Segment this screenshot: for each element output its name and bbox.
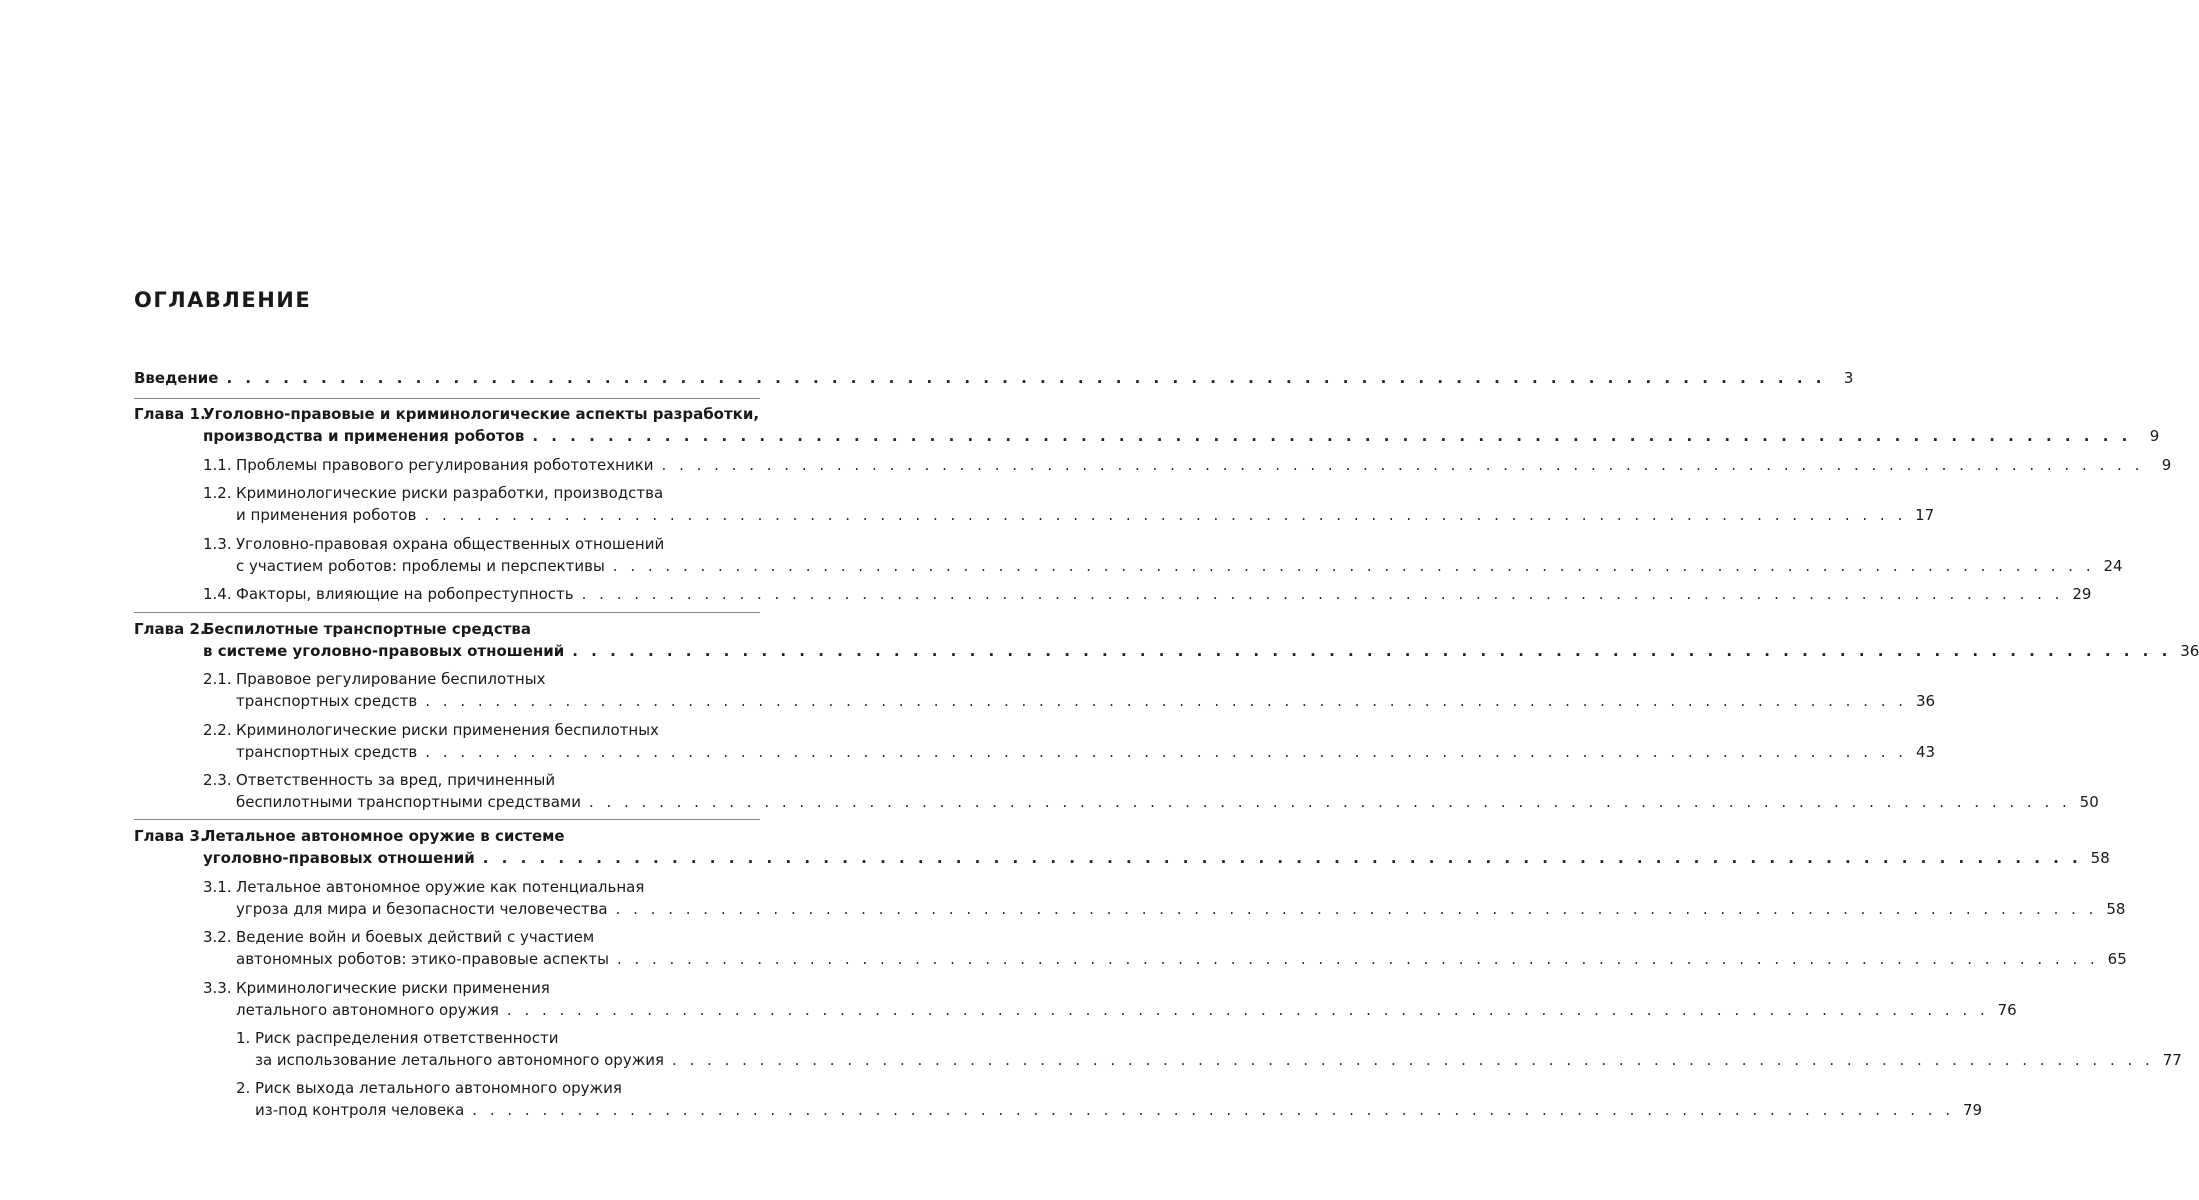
section-number: 2.3. bbox=[203, 771, 232, 789]
dot-leader: . . . . . . . . . . . . . . . . . . . . . . . . . . . . . . . . . . . . . . . . . . . . . . . . . . . . . . . . . . . . . . . . . . . . . . . . . . . . . . . . . . . . . bbox=[671, 1051, 2154, 1069]
page-number: 3 bbox=[1843, 369, 1854, 387]
chapter-title-line1: Летальное автономное оружие в системе bbox=[203, 827, 565, 845]
page-number: 36 bbox=[1915, 692, 1936, 710]
section-title-line2: беспилотными транспортными средствами bbox=[236, 793, 581, 811]
page-number: 9 bbox=[2149, 427, 2160, 445]
section-number: 2.1. bbox=[203, 670, 232, 688]
dot-leader: . . . . . . . . . . . . . . . . . . . . . . . . . . . . . . . . . . . . . . . . . . . . . . . . . . . . . . . . . . . . . . . . . . . . . . . . . . . . . . . . . . . . . bbox=[506, 1001, 1989, 1019]
subsection-title-line1: Риск выхода летального автономного оружия bbox=[255, 1079, 622, 1097]
page-number: 50 bbox=[2079, 793, 2099, 811]
page-title: ОГЛАВЛЕНИЕ bbox=[134, 288, 312, 312]
section-number: 3.3. bbox=[203, 979, 232, 997]
page-number: 77 bbox=[2162, 1051, 2182, 1069]
section-number: 1.1. bbox=[203, 456, 232, 474]
page-number: 43 bbox=[1915, 743, 1936, 761]
subsection-title-line2: из-под контроля человека bbox=[255, 1101, 465, 1119]
page-number: 76 bbox=[1997, 1001, 2017, 1019]
chapter-title-line2: производства и применения роботов bbox=[203, 427, 525, 445]
section-title-line1: Криминологические риски разработки, производства bbox=[236, 484, 664, 502]
page-number: 24 bbox=[2103, 557, 2123, 575]
section-title-line2: транспортных средств bbox=[236, 743, 418, 761]
dot-leader: . . . . . . . . . . . . . . . . . . . . . . . . . . . . . . . . . . . . . . . . . . . . . . . . . . . . . . . . . . . . . . . . . . . . . . . . . . . . . . . . . . . . . bbox=[612, 557, 2095, 575]
dot-leader: . . . . . . . . . . . . . . . . . . . . . . . . . . . . . . . . . . . . . . . . . . . . . . . . . . . . . . . . . . . . . . . . . . . . . . . . . . . . . . . . . . . . . bbox=[425, 743, 1908, 761]
section-title-line2: летального автономного оружия bbox=[236, 1001, 499, 1019]
entry-title: Введение bbox=[134, 369, 219, 387]
dot-leader: . . . . . . . . . . . . . . . . . . . . . . . . . . . . . . . . . . . . . . . . . . . . . . . . . . . . . . . . . . . . . . . . . . . . . . . . . . . . . . . . . . . . . bbox=[424, 506, 1907, 524]
dot-leader: . . . . . . . . . . . . . . . . . . . . . . . . . . . . . . . . . . . . . . . . . . . . . . . . . . . . . . . . . . . . . . . . . . . . . . . . . . . . . . . . . . . . . bbox=[572, 642, 2172, 660]
chapter-title-line2: в системе уголовно-правовых отношений bbox=[203, 642, 565, 660]
page-number: 65 bbox=[2107, 950, 2127, 968]
chapter-label: Глава 3. bbox=[134, 827, 206, 845]
dot-leader: . . . . . . . . . . . . . . . . . . . . . . . . . . . . . . . . . . . . . . . . . . . . . . . . . . . . . . . . . . . . . . . . . . . . . . . . . . . . . . . . . . . . . bbox=[588, 793, 2071, 811]
section-number: 1.4. bbox=[203, 585, 232, 603]
subsection-title-line1: Риск распределения ответственности bbox=[255, 1029, 559, 1047]
chapter-label: Глава 1. bbox=[134, 405, 206, 423]
page-number: 58 bbox=[2106, 900, 2126, 918]
dot-leader: . . . . . . . . . . . . . . . . . . . . . . . . . . . . . . . . . . . . . . . . . . . . . . . . . . . . . . . . . . . . . . . . . . . . . . . . . . . . . . . . . . . . . bbox=[615, 900, 2098, 918]
page-number: 9 bbox=[2161, 456, 2172, 474]
dot-leader: . . . . . . . . . . . . . . . . . . . . . . . . . . . . . . . . . . . . . . . . . . . . . . . . . . . . . . . . . . . . . . . . . . . . . . . . . . . . . . . . . . . . . bbox=[581, 585, 2064, 603]
section-title-line2: автономных роботов: этико-правовые аспекты bbox=[236, 950, 609, 968]
divider bbox=[134, 819, 760, 820]
section-title-line1: Правовое регулирование беспилотных bbox=[236, 670, 546, 688]
subsection-title-line2: за использование летального автономного оружия bbox=[255, 1051, 664, 1069]
page-number: 29 bbox=[2072, 585, 2092, 603]
dot-leader: . . . . . . . . . . . . . . . . . . . . . . . . . . . . . . . . . . . . . . . . . . . . . . . . . . . . . . . . . . . . . . . . . . . . . . . . . . . . . . . . . . . . . bbox=[616, 950, 2099, 968]
dot-leader: . . . . . . . . . . . . . . . . . . . . . . . . . . . . . . . . . . . . . . . . . . . . . . . . . . . . . . . . . . . . . . . . . . . . . . . . . . . . . . . . . . . . . bbox=[532, 427, 2132, 445]
section-title-line2: и применения роботов bbox=[236, 506, 417, 524]
dot-leader: . . . . . . . . . . . . . . . . . . . . . . . . . . . . . . . . . . . . . . . . . . . . . . . . . . . . . . . . . . . . . . . . . . . . . . . . . . . . . . . . . . . . . bbox=[482, 849, 2082, 867]
page-number: 79 bbox=[1963, 1101, 1983, 1119]
section-title-line1: Криминологические риски применения bbox=[236, 979, 550, 997]
subsection-number: 2. bbox=[236, 1079, 251, 1097]
chapter-label: Глава 2. bbox=[134, 620, 206, 638]
section-title-line1: Проблемы правового регулирования робототехники bbox=[236, 456, 654, 474]
dot-leader: . . . . . . . . . . . . . . . . . . . . . . . . . . . . . . . . . . . . . . . . . . . . . . . . . . . . . . . . . . . . . . . . . . . . . . . . . . . . . . . . . . . . . bbox=[661, 456, 2144, 474]
section-number: 1.3. bbox=[203, 535, 232, 553]
page-number: 36 bbox=[2180, 642, 2199, 660]
section-title-line2: угроза для мира и безопасности человечества bbox=[236, 900, 608, 918]
section-number: 3.1. bbox=[203, 878, 232, 896]
section-title-line1: Ведение войн и боевых действий с участием bbox=[236, 928, 595, 946]
section-title-line1: Летальное автономное оружие как потенциальная bbox=[236, 878, 645, 896]
divider bbox=[134, 398, 760, 399]
section-title-line2: транспортных средств bbox=[236, 692, 418, 710]
chapter-title-line1: Беспилотные транспортные средства bbox=[203, 620, 532, 638]
section-title-line1: Ответственность за вред, причиненный bbox=[236, 771, 556, 789]
chapter-title-line1: Уголовно-правовые и криминологические аспекты разработки, bbox=[203, 405, 760, 423]
divider bbox=[134, 612, 760, 613]
section-title-line1: Криминологические риски применения беспилотных bbox=[236, 721, 659, 739]
subsection-number: 1. bbox=[236, 1029, 251, 1047]
section-title-line2: с участием роботов: проблемы и перспективы bbox=[236, 557, 605, 575]
dot-leader: . . . . . . . . . . . . . . . . . . . . . . . . . . . . . . . . . . . . . . . . . . . . . . . . . . . . . . . . . . . . . . . . . . . . . . . . . . . . . . . . . . . . . bbox=[226, 369, 1826, 387]
dot-leader: . . . . . . . . . . . . . . . . . . . . . . . . . . . . . . . . . . . . . . . . . . . . . . . . . . . . . . . . . . . . . . . . . . . . . . . . . . . . . . . . . . . . . bbox=[472, 1101, 1955, 1119]
section-number: 3.2. bbox=[203, 928, 232, 946]
section-number: 1.2. bbox=[203, 484, 232, 502]
section-title-line1: Уголовно-правовая охрана общественных отношений bbox=[236, 535, 665, 553]
page-number: 58 bbox=[2090, 849, 2110, 867]
dot-leader: . . . . . . . . . . . . . . . . . . . . . . . . . . . . . . . . . . . . . . . . . . . . . . . . . . . . . . . . . . . . . . . . . . . . . . . . . . . . . . . . . . . . . bbox=[425, 692, 1908, 710]
section-number: 2.2. bbox=[203, 721, 232, 739]
section-title-line1: Факторы, влияющие на робопреступность bbox=[236, 585, 574, 603]
chapter-title-line2: уголовно-правовых отношений bbox=[203, 849, 475, 867]
page-number: 17 bbox=[1915, 506, 1935, 524]
